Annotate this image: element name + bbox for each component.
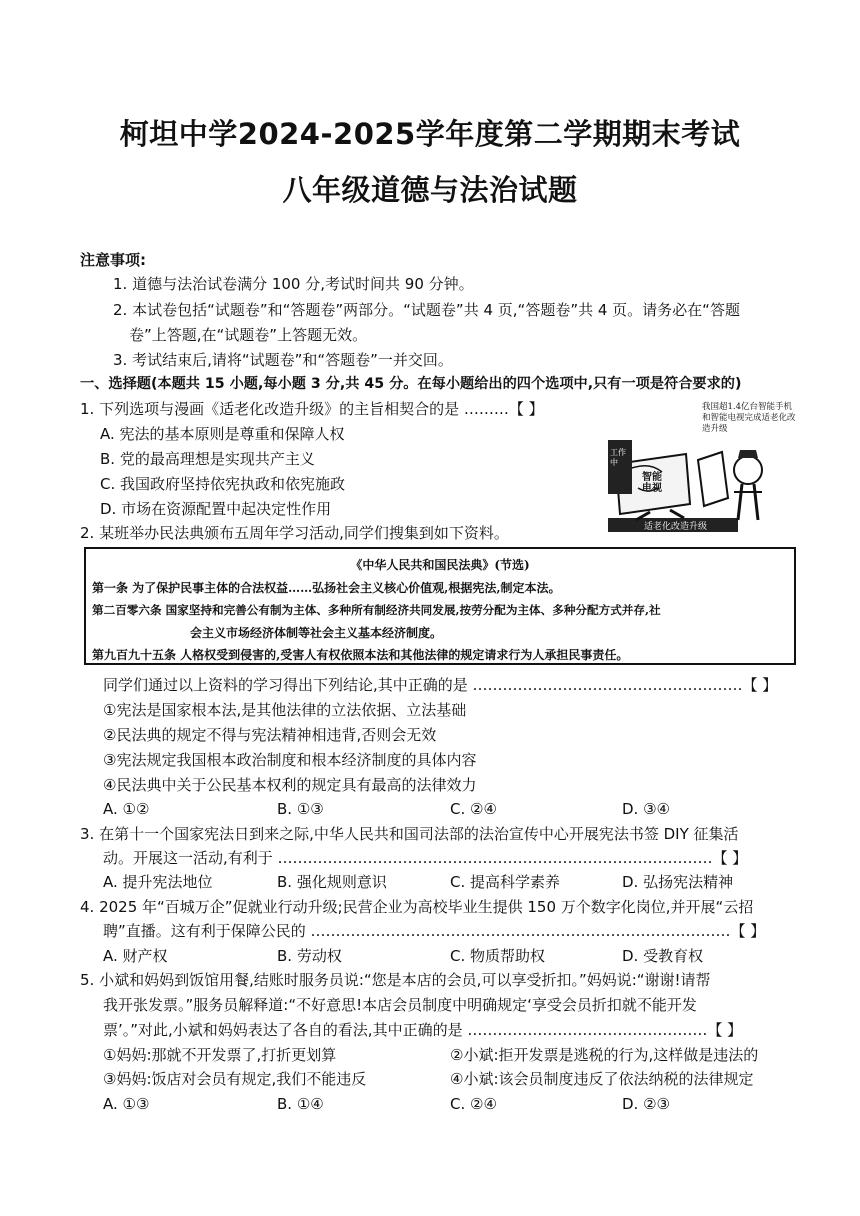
question-4-option-c[interactable]: C. 物质帮助权 [450,947,546,965]
civil-code-excerpt-box [84,547,796,665]
notice-item-2a: 2. 本试卷包括“试题卷”和“答题卷”两部分。“试题卷”共 4 页,“答题卷”共 4 页。请务必在“答题 [113,301,740,319]
question-5-option-b[interactable]: B. ①④ [277,1095,324,1113]
section-heading: 一、选择题(本题共 15 小题,每小题 3 分,共 45 分。在每小题给出的四个选项中,只有一项是符合要求的) [80,376,742,392]
excerpt-article-206b: 会主义市场经济体制等社会主义基本经济制度。 [190,626,443,640]
question-5-stem-a: 5. 小斌和妈妈到饭馆用餐,结账时服务员说:“您是本店的会员,可以享受折扣。”妈妈说:“谢谢!请帮 [80,971,711,989]
question-2-stem: 2. 某班举办民法典颁布五周年学习活动,同学们搜集到如下资料。 [80,524,509,542]
notice-item-3: 3. 考试结束后,请将“试题卷”和“答题卷”一并交回。 [113,351,453,369]
question-4-option-b[interactable]: B. 劳动权 [277,947,342,965]
question-3-stem-b: 动。开展这一活动,有利于 ……………………………………………………………………………【 】 [103,849,748,867]
question-1-option-a[interactable]: A. 宪法的基本原则是尊重和保障人权 [100,425,345,443]
question-2-lead: 同学们通过以上资料的学习得出下列结论,其中正确的是 ………………………………………………【 】 [103,676,778,694]
question-3-option-c[interactable]: C. 提高科学素养 [450,873,561,891]
excerpt-article-206a: 第二百零六条 国家坚持和完善公有制为主体、多种所有制经济共同发展,按劳分配为主体、多种分配方式并存,社 [92,603,661,617]
cartoon-screen-label: 工作中 [610,448,626,467]
question-5-statement-1: ①妈妈:那就不开发票了,打折更划算 [103,1046,337,1064]
question-1-option-c[interactable]: C. 我国政府坚持依宪执政和依宪施政 [100,475,346,493]
question-2-option-c[interactable]: C. ②④ [450,800,497,818]
excerpt-article-1: 第一条 为了保护民事主体的合法权益……弘扬社会主义核心价值观,根据宪法,制定本法。 [92,581,561,595]
notice-item-2b: 卷”上答题,在“试题卷”上答题无效。 [129,326,368,344]
question-1-option-b[interactable]: B. 党的最高理想是实现共产主义 [100,450,315,468]
question-2-statement-2: ②民法典的规定不得与宪法精神相违背,否则会无效 [103,726,437,744]
question-5-statement-4: ④小斌:该会员制度违反了依法纳税的法律规定 [450,1070,754,1088]
question-2-option-a[interactable]: A. ①② [103,800,150,818]
cartoon-caption: 我国超1.4亿台智能手机和智能电视完成适老化改造升级 [702,402,796,434]
cartoon-illustration [598,400,800,540]
question-2-statement-4: ④民法典中关于公民基本权利的规定具有最高的法律效力 [103,776,477,794]
question-1-stem: 1. 下列选项与漫画《适老化改造升级》的主旨相契合的是 ………【 】 [80,400,544,418]
question-5-statement-3: ③妈妈:饭店对会员有规定,我们不能违反 [103,1070,367,1088]
question-4-stem-b: 聘”直播。这有利于保障公民的 …………………………………………………………………………【 】 [103,922,766,940]
question-2-option-b[interactable]: B. ①③ [277,800,324,818]
exam-title-line1: 柯坦中学2024-2025学年度第二学期期末考试 [119,117,741,151]
cartoon-tv-label: 智能电视 [642,472,662,494]
question-4-stem-a: 4. 2025 年“百城万企”促就业行动升级;民营企业为高校毕业生提供 150 万个数字化岗位,并开展“云招 [80,898,754,916]
question-5-stem-b: 我开张发票。”服务员解释道:“不好意思!本店会员制度中明确规定‘享受会员折扣就不能开发 [103,996,697,1014]
question-2-option-d[interactable]: D. ③④ [622,800,670,818]
question-3-stem-a: 3. 在第十一个国家宪法日到来之际,中华人民共和国司法部的法治宣传中心开展宪法书签 DIY 征集活 [80,825,739,843]
question-5-option-a[interactable]: A. ①③ [103,1095,150,1113]
question-4-option-d[interactable]: D. 受教育权 [622,947,704,965]
question-3-option-b[interactable]: B. 强化规则意识 [277,873,387,891]
question-3-option-d[interactable]: D. 弘扬宪法精神 [622,873,734,891]
notice-item-1: 1. 道德与法治试卷满分 100 分,考试时间共 90 分钟。 [113,275,474,293]
question-4-option-a[interactable]: A. 财产权 [103,947,168,965]
excerpt-title: 《中华人民共和国民法典》(节选) [350,558,530,572]
question-5-option-c[interactable]: C. ②④ [450,1095,497,1113]
cartoon-floor-label: 适老化改造升级 [644,522,708,532]
question-5-option-d[interactable]: D. ②③ [622,1095,670,1113]
excerpt-article-995: 第九百九十五条 人格权受到侵害的,受害人有权依照本法和其他法律的规定请求行为人承担民事责任。 [92,648,629,662]
question-1-option-d[interactable]: D. 市场在资源配置中起决定性作用 [100,500,332,518]
question-2-statement-1: ①宪法是国家根本法,是其他法律的立法依据、立法基础 [103,701,467,719]
question-5-stem-c: 票’。”对此,小斌和妈妈表达了各自的看法,其中正确的是 …………………………………………【 】 [103,1021,743,1039]
exam-title-line2: 八年级道德与法治试题 [282,173,578,207]
question-3-option-a[interactable]: A. 提升宪法地位 [103,873,213,891]
notice-heading: 注意事项: [80,251,146,269]
question-5-statement-2: ②小斌:拒开发票是逃税的行为,这样做是违法的 [450,1046,759,1064]
question-2-statement-3: ③宪法规定我国根本政治制度和根本经济制度的具体内容 [103,751,477,769]
